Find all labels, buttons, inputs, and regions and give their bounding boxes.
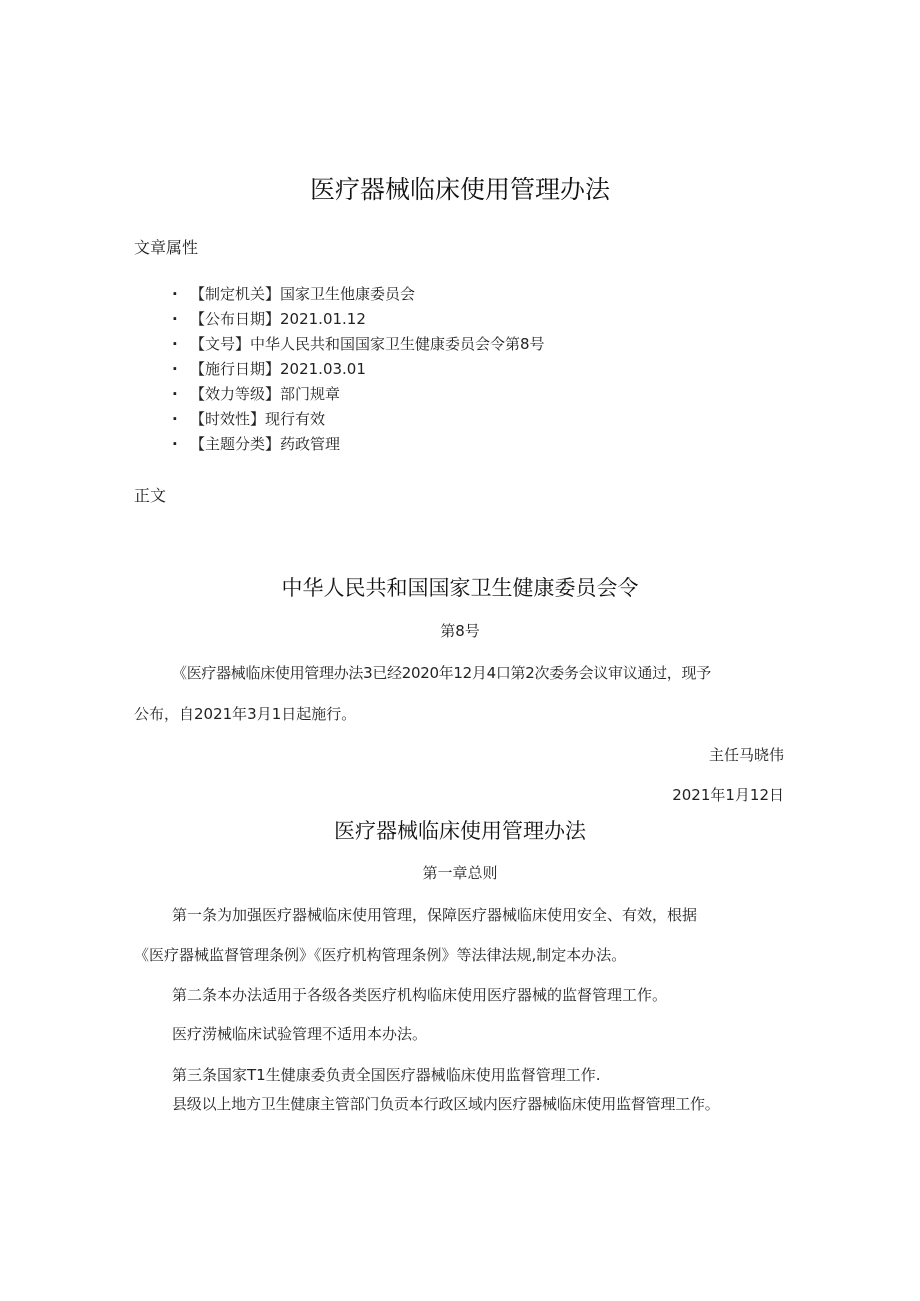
attribute-item-document-number (172, 332, 545, 357)
order-number: 第8号 (440, 622, 480, 640)
article-3-line-2: 县级以上地方卫生健康主管部门负贡本行政区域内医疗器械临床使用监督管理工作。 (172, 1095, 720, 1113)
attribute-item-category (172, 432, 545, 457)
attribute-text: 【主题分类】药政管理 (190, 435, 341, 453)
document-title: 医疗器械临床使用管理办法 (309, 175, 610, 204)
article-2-note: 医疗涝械临床试验管理不适用本办法。 (172, 1025, 428, 1043)
bullet-icon: · (172, 285, 178, 303)
bullet-icon: · (172, 435, 178, 453)
attribute-item-effective-date (172, 357, 545, 382)
article-2: 第二条本办法适用于各级各类医疗机构临床使用医疗器械的监督管理工作。 (172, 986, 668, 1004)
order-title: 中华人民共和国国家卫生健康委员会令 (281, 576, 639, 600)
regulation-title: 医疗器械临床使用管理办法 (334, 819, 586, 843)
attribute-item-validity (172, 407, 545, 432)
attribute-text: 【施行日期】2021.03.01 (190, 360, 366, 378)
article-1-line-2: 《医疗器械监督管理条例》《医疗机构管理条例》等法律法规,制定本办法。 (134, 946, 627, 964)
attribute-item-level (172, 382, 545, 407)
attribute-text: 【效力等级】部门规章 (190, 385, 341, 403)
bullet-icon: · (172, 410, 178, 428)
body-heading: 正文 (134, 486, 167, 505)
article-1-line-1: 第一条为加强医疗器械临床使用管理，保障医疗器械临床使用安全、有效，根据 (172, 906, 698, 924)
attribute-text: 【文号】中华人民共和国国家卫生健康委员会令第8号 (190, 335, 545, 353)
attributes-list (172, 282, 545, 457)
signatory: 主任马晓伟 (708, 746, 784, 764)
chapter-heading: 第一章总则 (422, 864, 498, 882)
attribute-text: 【制定机关】国家卫生他康委员会 (190, 285, 416, 303)
bullet-icon: · (172, 385, 178, 403)
attribute-item-issuer (172, 282, 545, 307)
bullet-icon: · (172, 310, 178, 328)
article-3-line-1: 第三条国家T1生健康委负责全国医疗器械临床使用监督管理工作. (172, 1066, 601, 1084)
signing-date: 2021年1月12日 (672, 786, 784, 804)
order-paragraph-line-1: 《医疗器械临床使用管理办法3已经2020年12月4口第2次委务会议审议通过，现予 (172, 664, 711, 682)
order-paragraph-line-2: 公布，自2021年3月1日起施行。 (134, 705, 357, 723)
attribute-text: 【时效性】现行有效 (190, 410, 326, 428)
bullet-icon: · (172, 335, 178, 353)
attribute-text: 【公布日期】2021.01.12 (190, 310, 366, 328)
attribute-item-publish-date (172, 307, 545, 332)
attributes-heading: 文章属性 (134, 238, 199, 257)
bullet-icon: · (172, 360, 178, 378)
